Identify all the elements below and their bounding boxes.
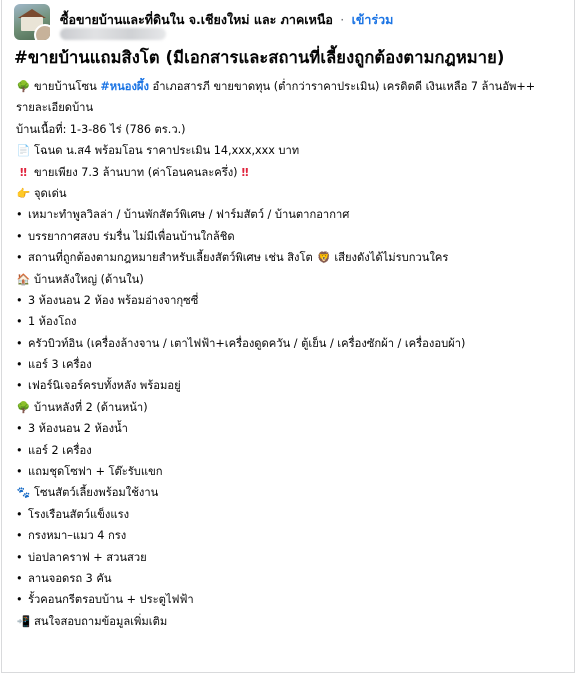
bullet: • bbox=[16, 293, 23, 307]
post-title: #ขายบ้านแถมสิงโต (มีเอกสารและสถานที่เลี้ยงถูกต้องตามกฎหมาย) bbox=[14, 48, 505, 67]
list-item-text: แอร์ 3 เครื่อง bbox=[28, 358, 92, 372]
bullet: • bbox=[16, 208, 23, 222]
pet-zone-heading bbox=[16, 482, 564, 503]
list-item-text: เหมาะทำพูลวิลล่า / บ้านพักสัตว์พิเศษ / ฟาร์มสัตว์ / บ้านตากอากาศ bbox=[28, 208, 350, 222]
list-item-text: ครัวบิวท์อิน (เครื่องล้างจาน / เตาไฟฟ้า+เครื่องดูดควัน / ตู้เย็น / เครื่องซักผ้า / เครื่องอบผ้า) bbox=[28, 336, 466, 350]
tree-icon: 🌳 bbox=[16, 400, 31, 414]
legal-suffix: เสียงดังได้ไม่รบกวนใคร bbox=[334, 251, 449, 265]
second-house-label: บ้านหลังที่ 2 (ด้านหน้า) bbox=[34, 400, 148, 414]
price-line bbox=[16, 162, 564, 183]
highlights-label: จุดเด่น bbox=[34, 186, 67, 200]
bullet: • bbox=[16, 251, 23, 265]
details-label: รายละเอียดบ้าน bbox=[16, 101, 94, 115]
bullet: • bbox=[16, 550, 23, 564]
list-item bbox=[16, 226, 564, 247]
legal-prefix: สถานที่ถูกต้องตามกฎหมายสำหรับเลี้ยงสัตว์พิเศษ เช่น สิงโต bbox=[28, 251, 313, 265]
list-item-text: บรรยากาศสงบ ร่มรื่น ไม่มีเพื่อนบ้านใกล้ชิด bbox=[28, 229, 235, 243]
list-item bbox=[16, 418, 564, 439]
house-icon: 🏠 bbox=[16, 272, 31, 286]
paw-icon: 🐾 bbox=[16, 486, 31, 500]
separator-dot: · bbox=[340, 12, 345, 27]
list-item bbox=[16, 589, 564, 610]
list-item bbox=[16, 568, 564, 589]
pet-zone-label: โซนสัตว์เลี้ยงพร้อมใช้งาน bbox=[34, 486, 159, 500]
bullet: • bbox=[16, 443, 23, 457]
phone-icon: 📲 bbox=[16, 614, 31, 628]
deed-line bbox=[16, 140, 564, 161]
contact-text: สนใจสอบถามข้อมูลเพิ่มเติม bbox=[34, 614, 168, 628]
group-name-line bbox=[60, 10, 393, 30]
group-avatar[interactable] bbox=[14, 4, 50, 40]
pointing-hand-icon: 👉 bbox=[16, 186, 31, 200]
land-area-line: บ้านเนื้อที่: 1-3-86 ไร่ (786 ตร.ว.) bbox=[16, 122, 186, 136]
bullet: • bbox=[16, 571, 23, 585]
list-item bbox=[16, 333, 564, 354]
highlights-heading bbox=[16, 183, 564, 204]
bullet: • bbox=[16, 336, 23, 350]
list-item-text: 1 ห้องโถง bbox=[28, 315, 77, 329]
list-item bbox=[16, 440, 564, 461]
bullet: • bbox=[16, 465, 23, 479]
second-house-heading bbox=[16, 397, 564, 418]
big-house-heading bbox=[16, 269, 564, 290]
list-item bbox=[16, 547, 564, 568]
big-house-label: บ้านหลังใหญ่ (ด้านใน) bbox=[34, 272, 144, 286]
list-item-text: เฟอร์นิเจอร์ครบทั้งหลัง พร้อมอยู่ bbox=[28, 379, 181, 393]
tree-icon: 🌳 bbox=[16, 80, 31, 93]
list-item bbox=[16, 525, 564, 546]
list-item-text: แอร์ 2 เครื่อง bbox=[28, 443, 92, 457]
list-item-text: ลานจอดรถ 3 คัน bbox=[28, 571, 112, 585]
list-item bbox=[16, 461, 564, 482]
bullet: • bbox=[16, 358, 23, 372]
list-item bbox=[16, 504, 564, 525]
bullet: • bbox=[16, 529, 23, 543]
lion-icon: 🦁 bbox=[316, 251, 331, 265]
bullet: • bbox=[16, 229, 23, 243]
list-item bbox=[16, 290, 564, 311]
list-item bbox=[16, 311, 564, 332]
group-name-link[interactable]: ซื้อขายบ้านและที่ดินใน จ.เชียงใหม่ และ ภาคเหนือ bbox=[60, 12, 333, 27]
bullet: • bbox=[16, 593, 23, 607]
list-item bbox=[16, 204, 564, 225]
deed-text: โฉนด น.ส4 พร้อมโอน ราคาประเมิน 14,xxx,xxx บาท bbox=[34, 144, 300, 158]
price-text: ขายเพียง 7.3 ล้านบาท (ค่าโอนคนละครึ่ง) bbox=[34, 165, 238, 179]
list-item-text: โรงเรือนสัตว์แข็งแรง bbox=[28, 507, 130, 521]
list-item-text: กรงหมา–แมว 4 กรง bbox=[28, 529, 127, 543]
list-item bbox=[16, 354, 564, 375]
double-exclamation-icon: ‼ bbox=[241, 165, 249, 179]
list-item bbox=[16, 375, 564, 396]
list-item-text: แถมชุดโซฟา + โต๊ะรับแขก bbox=[28, 465, 163, 479]
intro-suffix: อำเภอสารภี ขายขาดทุน (ต่ำกว่าราคาประเมิน) เครดิตดี เงินเหลือ 7 ล้านอัพ++ bbox=[152, 80, 536, 93]
contact-line bbox=[16, 611, 564, 632]
double-exclamation-icon: ‼ bbox=[20, 165, 27, 179]
intro-prefix: ขายบ้านโซน bbox=[34, 80, 97, 93]
list-item bbox=[16, 247, 564, 268]
bullet: • bbox=[16, 422, 23, 436]
document-icon: 📄 bbox=[16, 144, 31, 158]
post-header bbox=[14, 4, 566, 44]
list-item-text: 3 ห้องนอน 2 ห้อง พร้อมอ่างจากุซซี่ bbox=[28, 293, 199, 307]
join-group-link[interactable]: เข้าร่วม bbox=[351, 12, 394, 27]
intro-line bbox=[16, 76, 564, 97]
poster-name-redacted bbox=[60, 28, 166, 40]
bullet: • bbox=[16, 507, 23, 521]
hashtag-link[interactable]: #หนองผึ้ง bbox=[100, 80, 149, 93]
post-body bbox=[16, 76, 564, 632]
bullet: • bbox=[16, 379, 23, 393]
list-item-text: รั้วคอนกรีตรอบบ้าน + ประตูไฟฟ้า bbox=[28, 593, 194, 607]
poster-avatar[interactable] bbox=[34, 24, 50, 40]
list-item-text: 3 ห้องนอน 2 ห้องน้ำ bbox=[28, 422, 128, 436]
bullet: • bbox=[16, 315, 23, 329]
list-item-text: บ่อปลาคราฟ + สวนสวย bbox=[28, 550, 147, 564]
post-card bbox=[1, 0, 575, 673]
